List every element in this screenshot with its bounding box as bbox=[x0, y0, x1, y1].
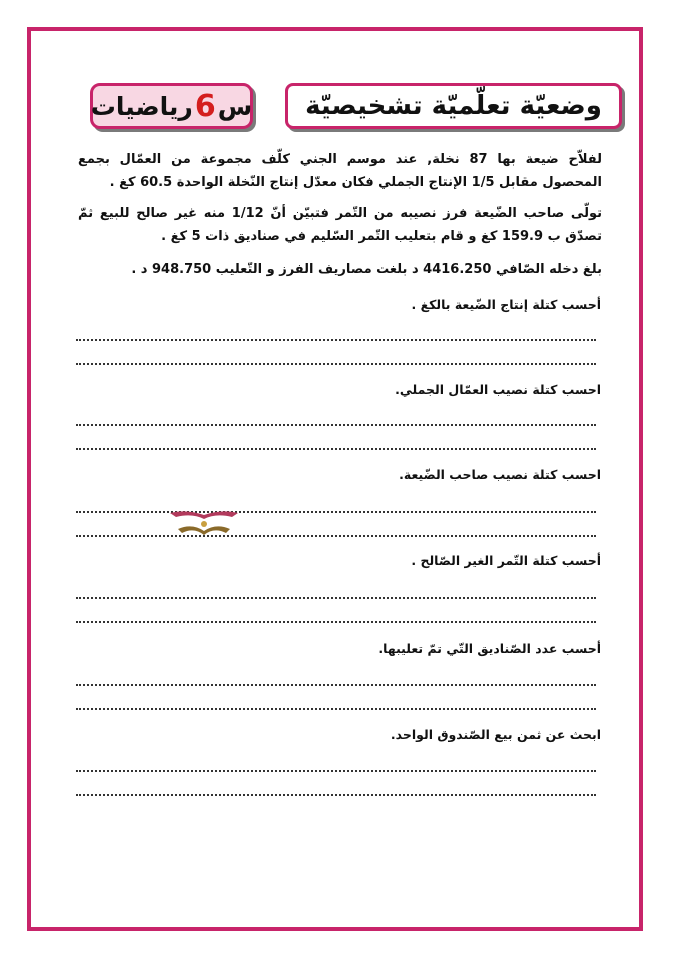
grade-subject-badge bbox=[90, 83, 253, 129]
answer-line bbox=[76, 535, 596, 537]
answer-line bbox=[76, 424, 596, 426]
problem-paragraph-3: بلغ دخله الصّافي 4416.250 د بلغت مصاريف الفرز و التّعليب 948.750 د . bbox=[131, 262, 602, 277]
answer-line bbox=[76, 597, 596, 599]
answer-line bbox=[76, 708, 596, 710]
answer-line bbox=[76, 363, 596, 365]
worksheet-title bbox=[285, 83, 622, 129]
answer-line bbox=[76, 339, 596, 341]
problem-paragraph-1: لفلاّح ضيعة بها 87 نخلة, عند موسم الجني كلّف مجموعة من العمّال بجمع المحصول مقابل 1/5 الإنتاج الجملي فكان معدّل إنتاج النّخلة الواحدة 60.5 كغ . bbox=[78, 152, 602, 190]
title-text: وضعيّة تعلّميّة تشخيصيّة bbox=[305, 91, 602, 121]
question-5: أحسب عدد الصّناديق التّي تمّ تعليبها. bbox=[378, 641, 601, 656]
question-6: ابحث عن ثمن بيع الصّندوق الواحد. bbox=[390, 727, 601, 742]
decorative-ornament-icon bbox=[168, 509, 240, 537]
question-1: أحسب كتلة إنتاج الضّيعة بالكغ . bbox=[411, 297, 601, 312]
question-3: احسب كتلة نصيب صاحب الضّيعة. bbox=[399, 467, 601, 482]
grade-number: 6 bbox=[194, 88, 216, 124]
answer-line bbox=[76, 621, 596, 623]
answer-line bbox=[76, 770, 596, 772]
subject-name: رياضيات bbox=[90, 91, 193, 121]
answer-line bbox=[76, 448, 596, 450]
grade-prefix: س bbox=[217, 91, 253, 121]
answer-line bbox=[76, 511, 596, 513]
problem-paragraph-2: تولّى صاحب الضّيعة فرز نصيبه من التّمر فتبيّن أنّ 1/12 منه غير صالح للبيع ثمّ تصدّق ب 159.9 كغ و قام بتعليب التّمر السّليم في صناديق ذات 5 كغ . bbox=[78, 206, 602, 244]
question-2: احسب كتلة نصيب العمّال الجملي. bbox=[395, 382, 601, 397]
answer-line bbox=[76, 684, 596, 686]
question-4: أحسب كتلة التّمر الغير الصّالح . bbox=[411, 553, 601, 568]
answer-line bbox=[76, 794, 596, 796]
